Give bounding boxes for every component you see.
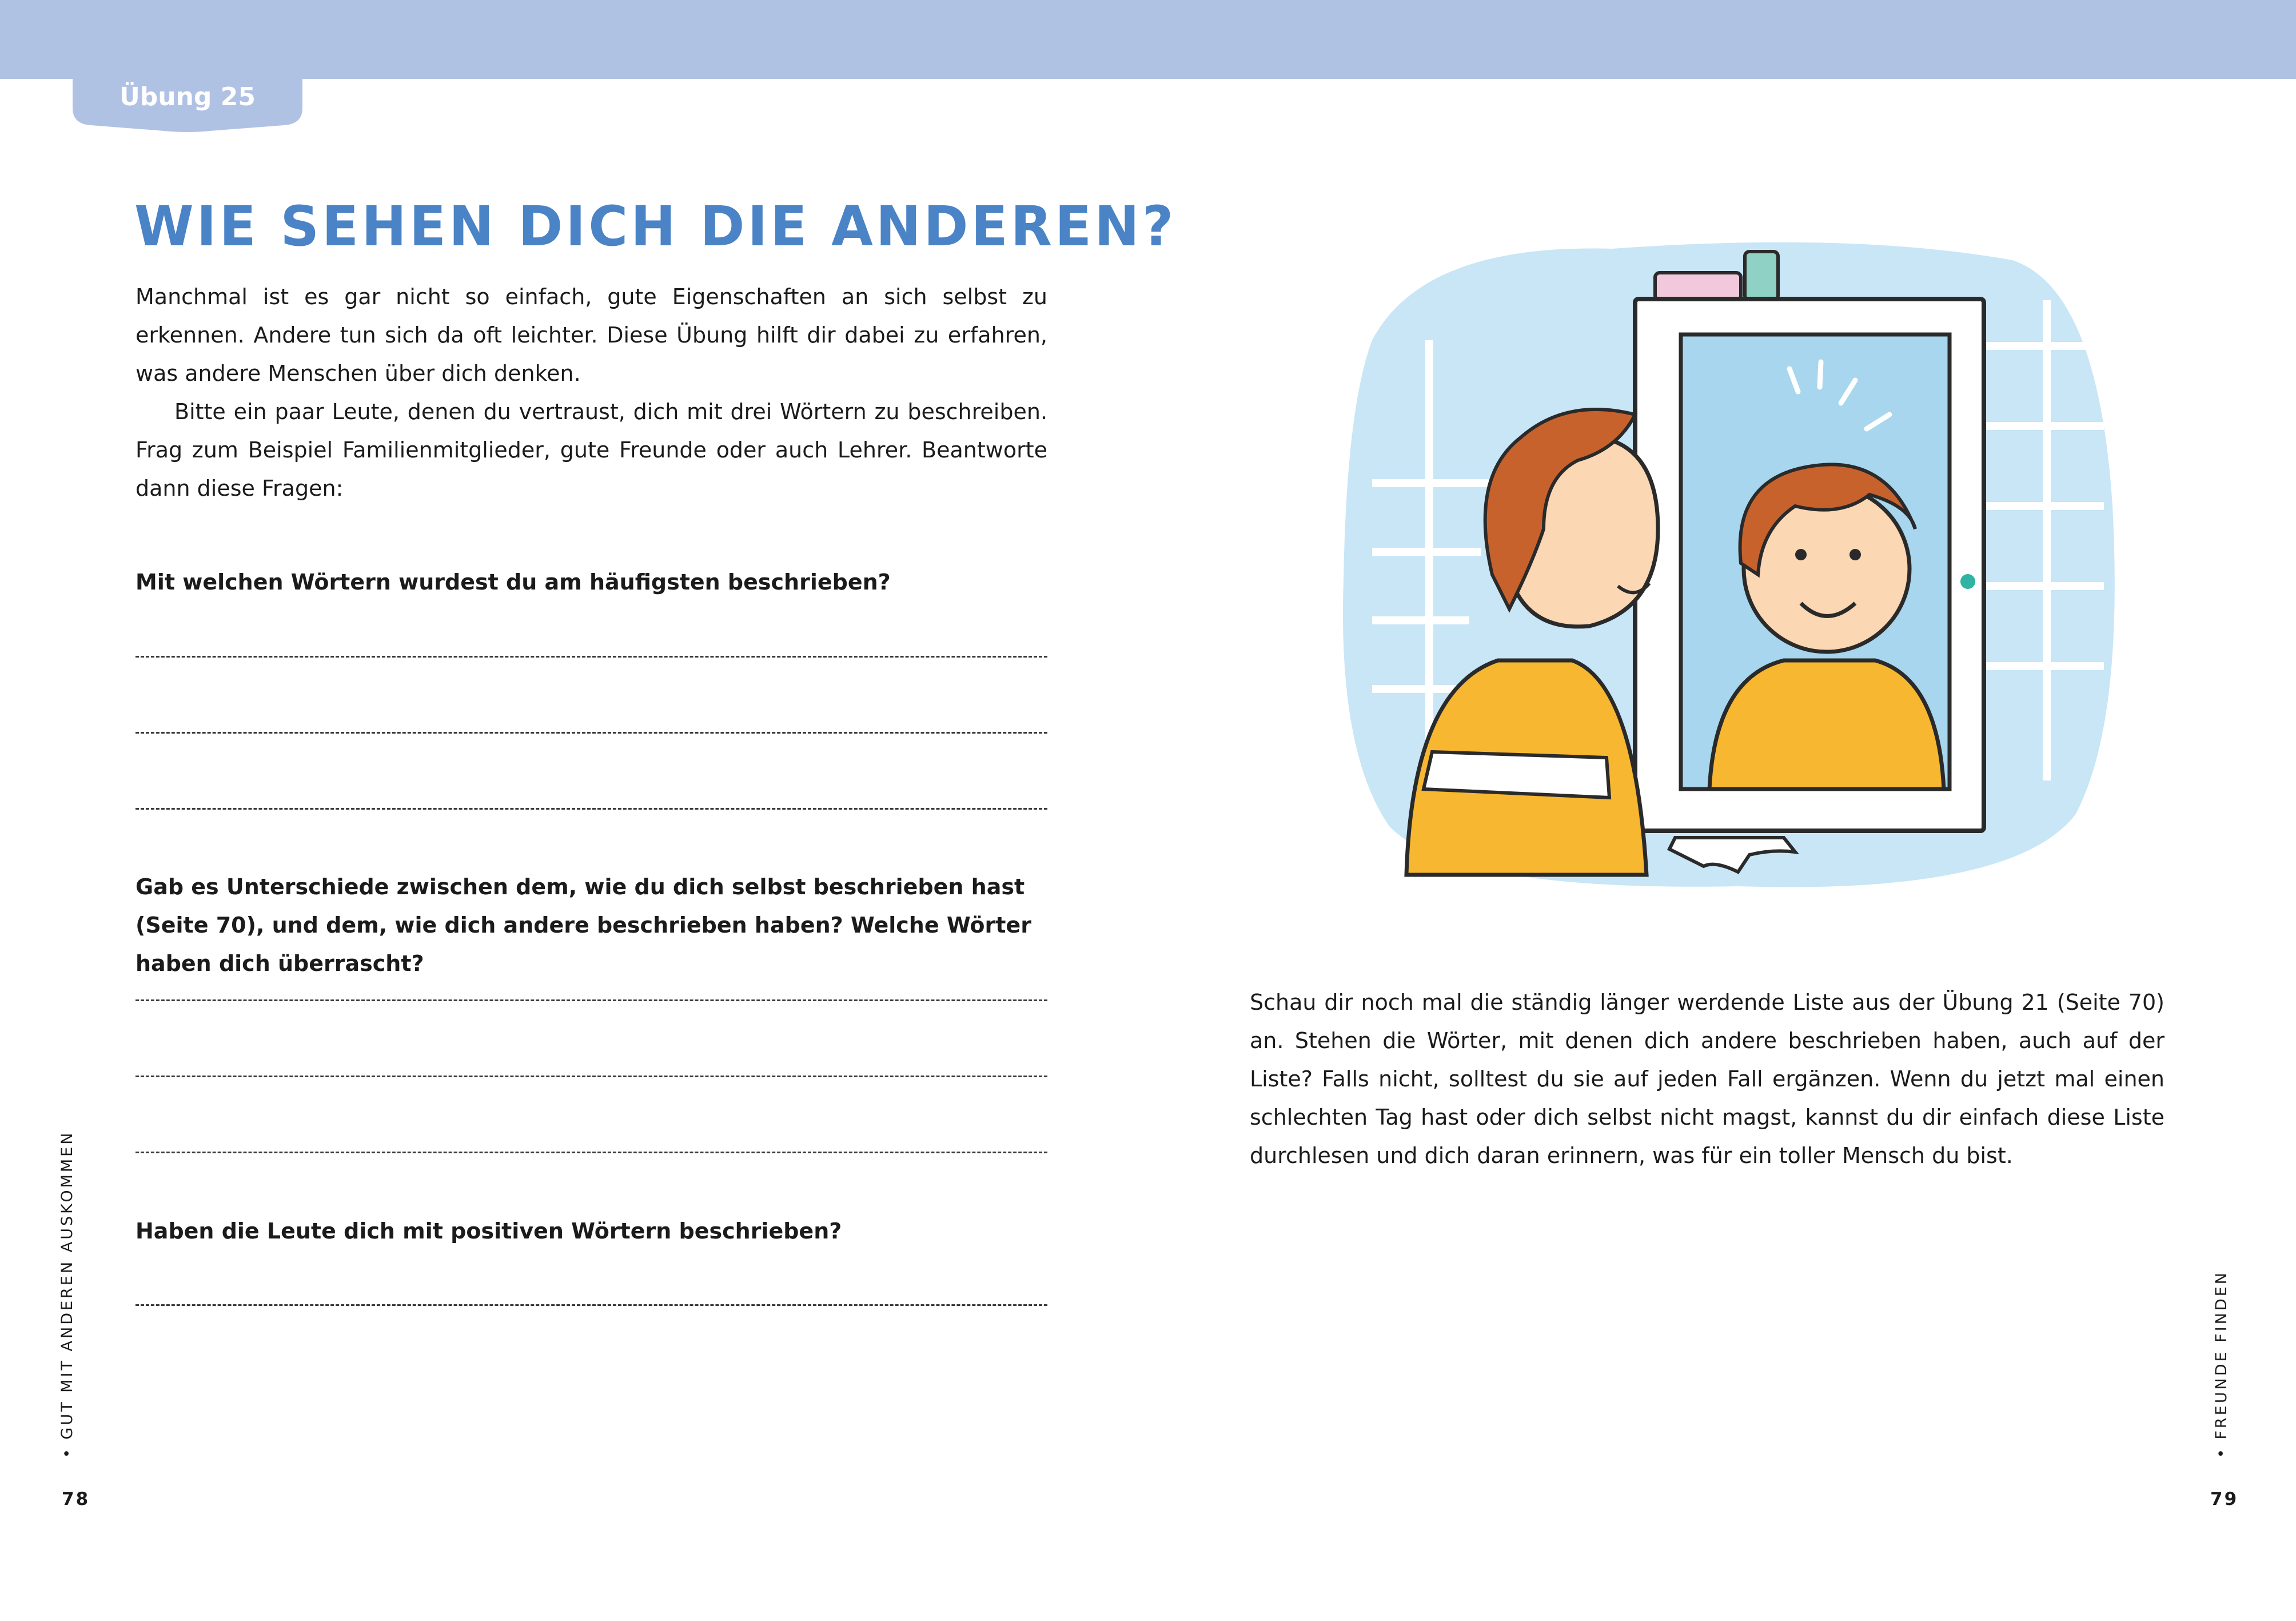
intro-paragraph-2: Bitte ein paar Leute, denen du vertraust, dich mit drei Wörtern zu beschreiben. Frag zum Beispiel Familienmitglieder, gute Freunde oder auch Lehrer. Beantworte dann diese Fragen: <box>135 399 1047 501</box>
question-2: Gab es Unterschiede zwischen dem, wie du dich selbst beschrieben hast (Seite 70), und dem, wie dich andere beschrieben haben? Welche Wörter haben dich überrascht? <box>135 874 1031 976</box>
intro-text <box>135 278 1047 508</box>
answer-line[interactable] <box>135 1304 1047 1306</box>
page-number-right: 79 <box>2210 1489 2239 1510</box>
cup-icon <box>1655 273 1741 300</box>
answer-line[interactable] <box>135 1076 1047 1077</box>
bottle-icon <box>1745 252 1778 300</box>
exercise-label: Übung 25 <box>119 82 256 111</box>
question-3: Haben die Leute dich mit positiven Wörtern beschrieben? <box>135 1218 842 1244</box>
page-number-left: 78 <box>62 1489 90 1510</box>
right-paragraph: Schau dir noch mal die ständig länger werdende Liste aus der Übung 21 (Seite 70) an. Stehen die Wörter, mit denen dich andere beschrieben haben, auch auf der Liste? Falls nicht, solltest du sie auf jeden Fall ergänzen. Wenn du jetzt mal einen schlechten Tag hast oder dich selbst nicht magst, kannst du dir einfach diese Liste durchlesen und dich daran erinnern, was für ein toller Mensch du bist. <box>1250 990 2165 1168</box>
answer-line[interactable] <box>135 808 1047 810</box>
page-title: WIE SEHEN DICH DIE ANDEREN? <box>134 194 1177 258</box>
intro-paragraph-1: Manchmal ist es gar nicht so einfach, gute Eigenschaften an sich selbst zu erkennen. Andere tun sich da oft leichter. Diese Übung hilft dir dabei zu erfahren, was andere Menschen über dich denken. <box>135 284 1047 386</box>
running-head-right: • FREUNDE FINDEN <box>2213 1270 2230 1458</box>
question-1: Mit welchen Wörtern wurdest du am häufigsten beschrieben? <box>135 569 891 595</box>
answer-line[interactable] <box>135 1152 1047 1153</box>
running-head-right-text: FREUNDE FINDEN <box>2213 1270 2230 1440</box>
running-head-left: • GUT MIT ANDEREN AUSKOMMEN <box>58 1130 76 1458</box>
answer-line[interactable] <box>135 656 1047 658</box>
running-head-left-text: GUT MIT ANDEREN AUSKOMMEN <box>58 1130 76 1440</box>
header-band <box>0 0 2296 79</box>
exercise-tab <box>73 79 302 138</box>
illustration <box>1338 209 2127 906</box>
answer-line[interactable] <box>135 999 1047 1001</box>
mirror-knob-icon <box>1960 574 1975 589</box>
answer-line[interactable] <box>135 732 1047 734</box>
boy-mirror-illustration <box>1338 209 2127 906</box>
